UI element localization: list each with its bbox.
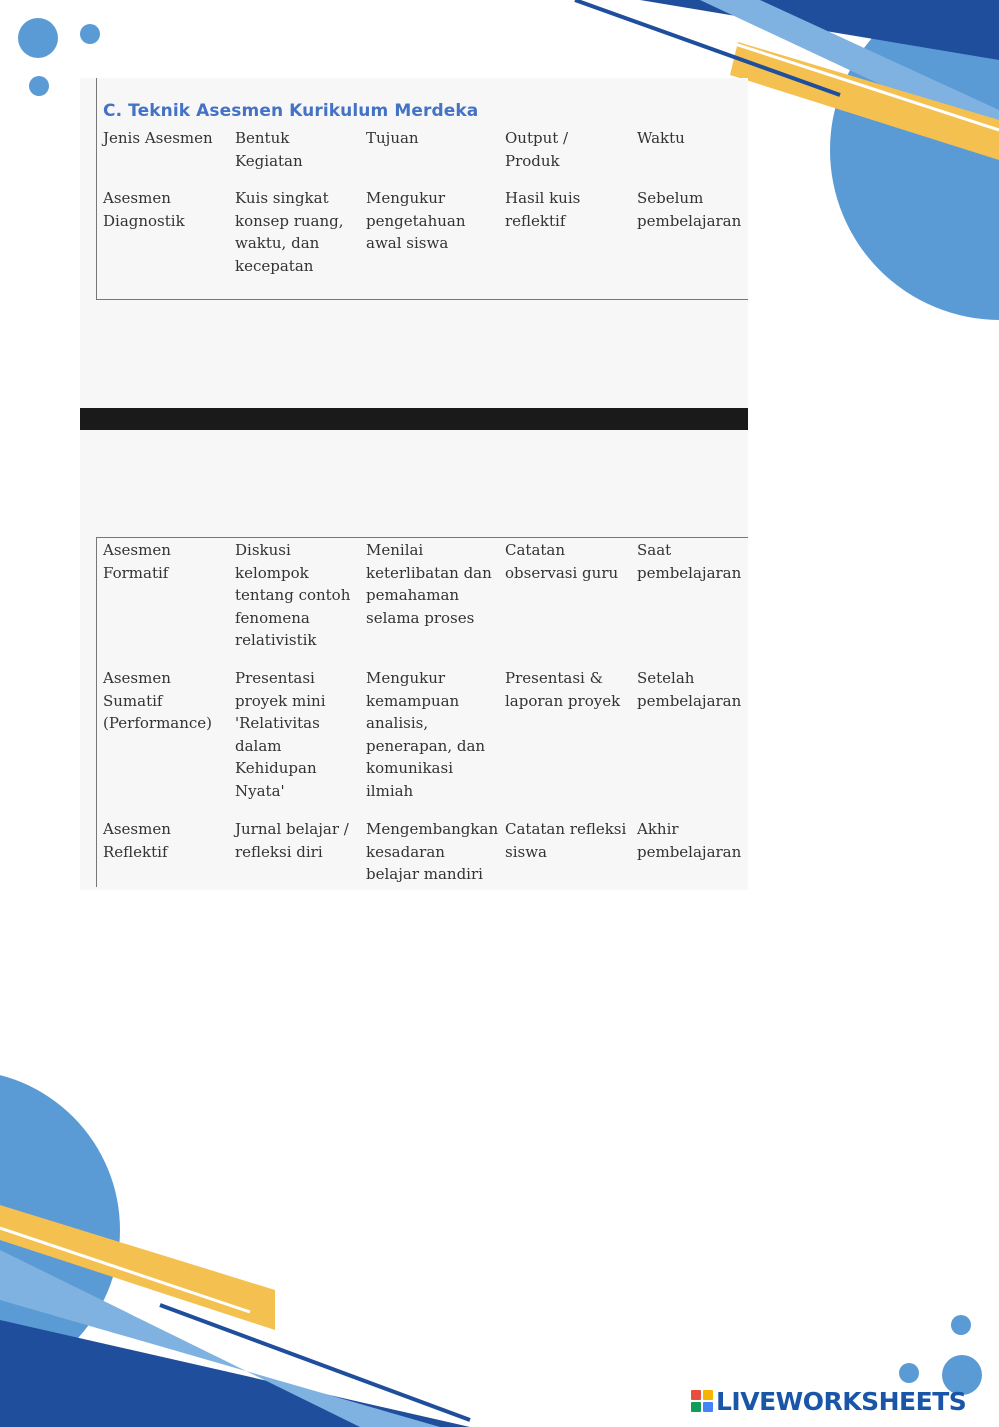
table-cell: Asesmen Sumatif (Performance) bbox=[103, 669, 213, 733]
table-cell: Presentasi & laporan proyek bbox=[505, 669, 621, 710]
deco-band bbox=[0, 1320, 470, 1427]
table-header-cell: Tujuan bbox=[366, 129, 419, 147]
deco-dot bbox=[29, 76, 49, 96]
deco-dot bbox=[899, 1363, 919, 1383]
deco-dot bbox=[80, 24, 100, 44]
table-cell: Saat pembelajaran bbox=[637, 541, 742, 582]
table-cell: Sebelum pembelajaran bbox=[637, 189, 742, 230]
table-left-border bbox=[96, 78, 97, 300]
table-header-cell: Output / Produk bbox=[505, 129, 569, 170]
table-cell: Menilai keterlibatan dan pemahaman selama proses bbox=[366, 541, 492, 627]
brand-watermark bbox=[690, 1386, 966, 1416]
table-cell: Kuis singkat konsep ruang, waktu, dan kecepatan bbox=[235, 189, 344, 275]
table-rule bbox=[96, 299, 748, 300]
section-heading: C. Teknik Asesmen Kurikulum Merdeka bbox=[103, 101, 479, 121]
table-rule bbox=[96, 537, 748, 538]
table-cell: Mengukur kemampuan analisis, penerapan, dan komunikasi ilmiah bbox=[366, 669, 486, 800]
table-header-cell: Jenis Asesmen bbox=[103, 129, 213, 147]
liveworksheets-logo-icon bbox=[690, 1389, 714, 1413]
table-header-cell: Waktu bbox=[637, 129, 685, 147]
table-cell: Diskusi kelompok tentang contoh fenomena relativistik bbox=[235, 541, 351, 650]
table-cell: Akhir pembelajaran bbox=[637, 820, 742, 861]
table-cell: Asesmen Formatif bbox=[103, 541, 171, 582]
table-header-cell: Bentuk Kegiatan bbox=[235, 129, 303, 170]
redaction-bar bbox=[80, 408, 748, 430]
table-cell: Catatan observasi guru bbox=[505, 541, 619, 582]
table-cell: Asesmen Diagnostik bbox=[103, 189, 185, 230]
table-cell: Mengembangkan kesadaran belajar mandiri bbox=[366, 820, 499, 884]
table-cell: Hasil kuis reflektif bbox=[505, 189, 581, 230]
table-cell: Catatan refleksi siswa bbox=[505, 820, 627, 861]
table-cell: Jurnal belajar / refleksi diri bbox=[235, 820, 349, 861]
table-cell: Setelah pembelajaran bbox=[637, 669, 742, 710]
table-cell: Asesmen Reflektif bbox=[103, 820, 171, 861]
table-cell: Mengukur pengetahuan awal siswa bbox=[366, 189, 466, 253]
deco-dot bbox=[951, 1315, 971, 1335]
table-cell: Presentasi proyek mini 'Relativitas dalam Kehidupan Nyata' bbox=[235, 669, 326, 800]
brand-name: LIVEWORKSHEETS bbox=[716, 1386, 967, 1416]
table-left-border bbox=[96, 537, 97, 887]
deco-dot bbox=[18, 18, 58, 58]
